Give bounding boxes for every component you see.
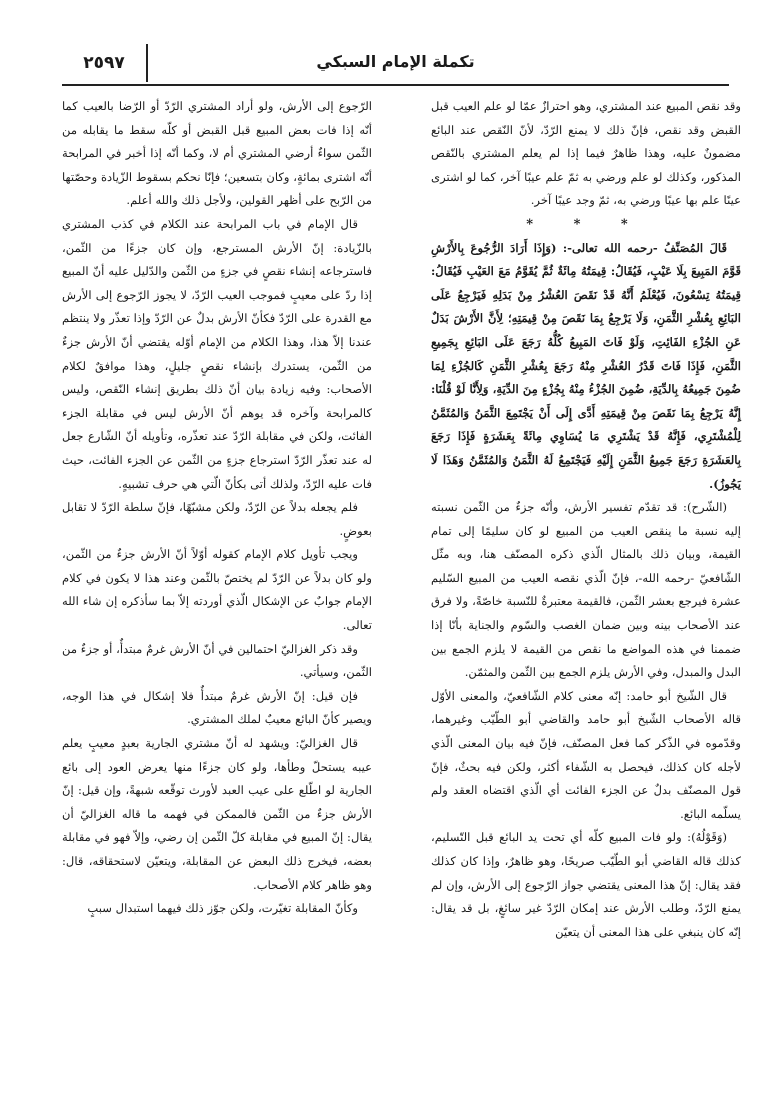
left-column [62,95,372,921]
commentary-paragraph: (الشّرح): قد تقدّم تفسير الأرش، وأنّه جزءٌ من الثّمن نسبته إليه نسبة ما ينقص العيب من المبيع لو كان سليمًا إلى تمام القيمة، وبيان ذلك بالمثال الّذي ذكره المصنّف هنا، وبه مثّل الشّافعيّ -رحمه الله-، فإنّ الّذي نقصه العيب من المبيع السّليم عشرة فيرجع بعشر الثّمن، فالقيمة معتبرةٌ للنّسبة خاصّةً، ولا فرق عند الأصحاب بينه وبين ضمان الغصب والسّوم والجناية بأنّا إذا ضممنا في هذه المواضع ما نقص من القيمة لا يلزم الجمع بين البدل والمبدل، وفي الأرش يلزم الجمع بين الثّمن والمثمّن. [431,500,741,680]
paragraph: قال الشّيخ أبو حامد: إنّه معنى كلام الشّافعيّ، والمعنى الأوّل قاله الأصحاب الشّيخ أبو حامد والقاضي أبو الطّيّب وغيرهما، وقدّموه في الذّكر كما فعل المصنّف، فإنّ فيه بيان المعنى الّذي لأجله كان كذلك، فيحصل به الشّفاء أكثر، ولكن فيه بحثٌ، فإنّ قول المصنّف بدلٌ عن الجزء الفائت أي الّذي اقتضاه العقد ولم يسلّمه البائع. [431,688,741,821]
paragraph: (وَقَوْلُهُ): ولو فات المبيع كلّه أي تحت يد البائع قبل التّسليم، كذلك قاله القاضي أبو الطّيّب صريحًا، وهو ظاهرٌ، وإذا كان كذلك فقد يقال: إنّ هذا المعنى يقتضي جواز الرّجوع إلى الأرش، وإن لم يمنع الرّدّ، وطلب الأرش عند إمكان الرّدّ غير سائغٍ، بل قد يقال: إنّه كان ينبغي على هذا المعنى أن يتعيّن [431,830,741,939]
page-number: ٢٥٩٧ [83,53,125,73]
paragraph: فلم يجعله بدلاً عن الرّدّ، ولكن مشبّهًا، فإنّ سلطة الرّدّ لا تقابل بعوضٍ. [62,500,372,538]
paragraph: وكأنّ المقابلة تغيّرت، ولكن جوّز ذلك فيهما استبدال سببٍ [87,901,358,916]
running-title: تكملة الإمام السبكي [316,52,475,71]
paragraph: الرّجوع إلى الأرش، ولو أراد المشتري الرّدّ أو الرّضا بالعيب كما أنّه إذا فات بعض المبيع قبل القبض أو كلّه سقط ما يقابله من الثّمن سواءٌ أرضي المشتري أم لا، وكما أنّه إذا أخبر في المرابحة أنّه اشترى بمائةٍ، وكان بتسعين؛ فإنّا نحكم بسقوط الزّيادة وحصّتها من الرّبح على أظهر القولين، ولأجل ذلك والله أعلم. [62,99,372,208]
paragraph: وقد ذكر الغزاليّ احتمالين في أنّ الأرش غرمٌ مبتدأٌ، أو جزءٌ من الثّمن، وسيأتي. [62,641,372,680]
paragraph: ويجب تأويل كلام الإمام كقوله أوّلاً أنّ الأرش جزءٌ من الثّمن، ولو كان بدلاً عن الرّدّ لم يختصّ بالثّمن وعند هذا لا يكون في كلام الإمام جوابٌ عن الإشكال الّذي أوردته إلاّ بما سأذكره إن شاء الله تعالى. [62,547,372,633]
section-separator: * * * [526,216,646,232]
paragraph: فإن قيل: إنّ الأرش غرمٌ مبتدأٌ فلا إشكال في هذا الوجه، ويصير كأنّ البائع معيبٌ لملك المشتري. [62,688,372,727]
page-header [62,44,729,86]
paragraph: قال الغزاليّ: ويشهد له أنّ مشتري الجارية بعبدٍ معيبٍ يعلم عيبه يستحلّ وطأها، ولو كان جزءًا منها يعرض العود إلى بائع الجارية لو اطّلع على عيب العبد لأورث توقّعه شبهةً، وإن قيل: إنّ الأرش جزءٌ من الثّمن فالممكن في فهمه ما قاله الغزاليّ أن يقال: إنّ المبيع في مقابلة كلّ الثّمن إن رضي، وإلاّ فهو في مقابلة بعضه، فيخرج ذلك البعض عن المقابلة، ويتعيّن لاستحقاقه، قال: وهو ظاهر كلام الأصحاب. [62,736,372,892]
paragraph: قال الإمام في باب المرابحة عند الكلام في كذب المشتري بالزّيادة: إنّ الأرش المسترجع، وإن كان جزءًا من الثّمن، فاسترجاعه إنشاء نقصٍ في جزءٍ من الثّمن والدّليل عليه أنّ المبيع إذا ردّ على معيبٍ فموجب العيب الرّدّ، لا يجوز الرّجوع إلى الأرش مع القدرة على الرّدّ فكأنّ الأرش بدلٌ عن الرّدّ وإذا تعذّر ولا ينتظم عندنا إلاّ هذا، وهذا الكلام من الإمام أوّله يقتضي أنّ الأرش جزءٌ من الثّمن، يستدرك بإنشاء نقصٍ جليلٍ، وهذا موافقٌ لكلام الأصحاب: وفيه زيادة بيان أنّ ذلك بطريق إنشاء النّقص، وليس كالمرابحة وآخره قد يوهم أنّ الأرش ليس في مقابلة الجزء الفائت، ولكن في مقابلة الرّدّ عند تعذّره، وتأويله أنّ الشّارع جعل له عند تعذّر الرّدّ استرجاع جزءٍ من الثّمن عن الجزء الفائت، حيث فات عليه الرّدّ، ولذلك أتى بكأنّ الّتي هي حرف تشبيهٍ. [62,216,372,491]
paragraph: وقد نقص المبيع عند المشتري، وهو احترازٌ عمّا لو علم العيب قبل القبض وقد نقص، فإنّ ذلك لا يمنع الرّدّ، لأنّ النّقص عند البائع مضمونٌ عليه، وهذا ظاهرٌ فيما إذا لم يعلم المشتري بالنّقص المذكور، وكذلك لو علم ورضي به ثمّ علم عيبًا آخر، كما لو اشترى عينًا علم بها عيبًا ورضي به، ثمّ وجد عيبًا آخر. [431,99,741,208]
page-number-box [62,44,148,82]
right-column [431,95,741,944]
author-text-paragraph: قَالَ المُصَنِّفُ -رحمه الله تعالى-: (وَإِذَا أَرَادَ الرُّجُوعَ بِالأَرْشِ قَوَّمَ المَبِيعَ بِلَا عَيْبٍ، فَيُقَالُ: قِيمَتُهُ مِائَةٌ ثُمَّ يُقَوَّمُ مَعَ العَيْبِ فَيُقَالُ: قِيمَتُهُ تِسْعُونَ، فَيُعْلَمُ أَنَّهُ قَدْ نَقَصَ العُشْرُ مِنْ بَدَلِهِ فَيَرْجِعُ عَلَى البَائِعِ بِعُشْرِ الثَّمَنِ، وَلَا يَرْجِعُ بِمَا نَقَصَ مِنْ قِيمَتِهِ؛ لِأَنَّ الأَرْشَ بَدَلٌ عَنِ الجُزْءِ الفَائِتِ، وَلَوْ فَاتَ المَبِيعُ كُلُّهُ رَجَعَ عَلَى البَائِعِ بِجَمِيعِ الثَّمَنِ، فَإِذَا فَاتَ قَدْرُ العُشْرِ مِنْهُ رَجَعَ بِعُشْرِ الثَّمَنِ كَالجُزْءِ لِمَا ضُمِنَ جَمِيعُهُ بِالدِّيَةِ، ضُمِنَ الجُزْءُ مِنْهُ بِجُزْءٍ مِنَ الدِّيَةِ، وَلِأَنَّا لَوْ قُلْنَا: إِنَّهُ يَرْجِعُ بِمَا نَقَصَ مِنْ قِيمَتِهِ أَدَّى إِلَى أَنْ يَجْتَمِعَ الثَّمَنُ وَالمُثَمَّنُ لِلْمُشْتَرِي، فَإِنَّهُ قَدْ يَشْتَرِي مَا يُسَاوِي مِائَةً بِعَشَرَةٍ فَإِذَا رَجَعَ بِالعَشَرَةِ رَجَعَ جَمِيعُ الثَّمَنِ إِلَيْهِ فَيَجْتَمِعُ لَهُ الثَّمَنُ وَالمُثَمَّنُ وَهَذَا لَا يَجُوزُ). [431,240,741,491]
